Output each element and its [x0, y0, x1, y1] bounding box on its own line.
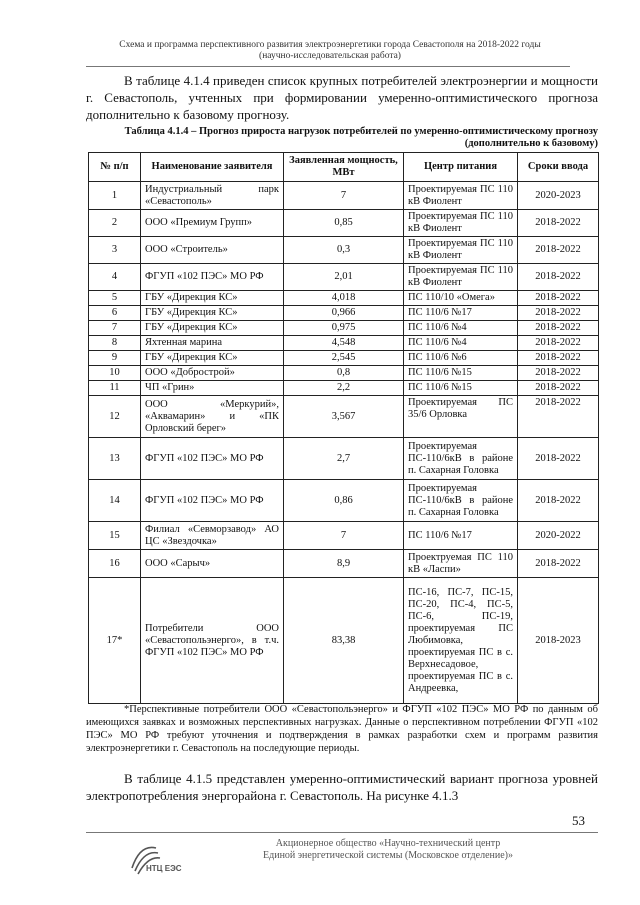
row-power-center: ПС 110/6 №4 — [404, 336, 518, 351]
row-period: 2018-2022 — [518, 336, 599, 351]
consumers-table — [88, 152, 599, 704]
header-title: Схема и программа перспективного развития электроэнергетики города Севастополя на 2018-2022 годы — [119, 40, 541, 50]
row-num: 15 — [89, 522, 141, 550]
header-power: Заявленная мощность, МВт — [284, 153, 404, 182]
row-power: 3,567 — [284, 396, 404, 438]
header-num: № п/п — [89, 153, 141, 182]
row-power: 0,975 — [284, 321, 404, 336]
table-row — [89, 336, 599, 351]
row-num: 3 — [89, 237, 141, 264]
table-row — [89, 396, 599, 438]
row-num: 11 — [89, 381, 141, 396]
page-number: 53 — [572, 813, 585, 828]
footer-line-1: Акционерное общество «Научно-технический центр — [275, 838, 501, 849]
row-num: 17* — [89, 578, 141, 704]
header-subtitle: (научно-исследовательская работа) — [259, 51, 401, 61]
row-applicant: ГБУ «Дирекция КС» — [141, 291, 284, 306]
row-applicant: ООО «Меркурий», «Аквамарин» и «ПК Орловский берег» — [141, 396, 284, 438]
row-power: 2,2 — [284, 381, 404, 396]
row-power-center: Проектруемая ПС 110 кВ «Ласпи» — [404, 550, 518, 578]
table-row — [89, 291, 599, 306]
row-applicant: ГБУ «Дирекция КС» — [141, 306, 284, 321]
row-applicant: Филиал «Севморзавод» АО ЦС «Звездочка» — [141, 522, 284, 550]
row-num: 16 — [89, 550, 141, 578]
row-num: 7 — [89, 321, 141, 336]
row-applicant: ГБУ «Дирекция КС» — [141, 351, 284, 366]
row-num: 13 — [89, 438, 141, 480]
row-power: 0,8 — [284, 366, 404, 381]
row-applicant: ООО «Сарыч» — [141, 550, 284, 578]
row-num: 9 — [89, 351, 141, 366]
row-power-center: ПС 110/6 №17 — [404, 306, 518, 321]
table-row — [89, 210, 599, 237]
footer-divider — [86, 832, 598, 833]
row-power: 2,01 — [284, 264, 404, 291]
row-power-center: ПС 110/6 №6 — [404, 351, 518, 366]
row-period: 2018-2022 — [518, 264, 599, 291]
row-period: 2018-2022 — [518, 237, 599, 264]
row-num: 2 — [89, 210, 141, 237]
row-power: 0,3 — [284, 237, 404, 264]
table-row — [89, 306, 599, 321]
footer-org — [178, 838, 598, 862]
header-period: Сроки ввода — [518, 153, 599, 182]
row-period: 2018-2022 — [518, 480, 599, 522]
row-period: 2018-2022 — [518, 438, 599, 480]
row-applicant: ООО «Добрострой» — [141, 366, 284, 381]
row-period: 2020-2022 — [518, 522, 599, 550]
row-power: 7 — [284, 522, 404, 550]
row-num: 4 — [89, 264, 141, 291]
footnote: *Перспективные потребители ООО «Севастопольэнерго» и ФГУП «102 ПЭС» МО РФ по данным об имеющихся заявках и возможных перспективных нагрузках. Данные о перспективном потреблении ФГУП «102 ПЭС» МО РФ требуют уточнения и подтверждения в рамках разработки схем и программ развития электроэнергетики г. Севастополь на последующие периоды. — [86, 704, 598, 754]
intro-paragraph: В таблице 4.1.4 приведен список крупных потребителей электроэнергии и мощности г. Севастополь, учтенных при формировании умеренно-оптимистического прогноза дополнительно к базовому прогнозу. — [86, 73, 598, 122]
row-applicant: Яхтенная марина — [141, 336, 284, 351]
row-applicant: ЧП «Грин» — [141, 381, 284, 396]
row-applicant: ФГУП «102 ПЭС» МО РФ — [141, 480, 284, 522]
row-period: 2018-2022 — [518, 396, 599, 438]
row-applicant: ФГУП «102 ПЭС» МО РФ — [141, 438, 284, 480]
row-power-center: ПС 110/6 №17 — [404, 522, 518, 550]
row-power: 0,85 — [284, 210, 404, 237]
header-divider — [86, 66, 570, 67]
row-power-center: Проектируемая ПС 110 кВ Фиолент — [404, 182, 518, 210]
row-period: 2018-2022 — [518, 291, 599, 306]
row-power: 7 — [284, 182, 404, 210]
row-power: 0,86 — [284, 480, 404, 522]
table-caption: Таблица 4.1.4 – Прогноз прироста нагрузок потребителей по умеренно-оптимистическому прогнозу (дополнительно к базовому) — [124, 126, 598, 149]
row-power-center: Проектируемая ПС 110 кВ Фиолент — [404, 237, 518, 264]
table-header-row — [89, 153, 599, 182]
table-row — [89, 578, 599, 704]
header-name: Наименование заявителя — [141, 153, 284, 182]
row-period: 2018-2022 — [518, 381, 599, 396]
table-row — [89, 438, 599, 480]
row-num: 10 — [89, 366, 141, 381]
row-power: 8,9 — [284, 550, 404, 578]
table-row — [89, 351, 599, 366]
row-num: 6 — [89, 306, 141, 321]
row-power-center: ПС 110/10 «Омега» — [404, 291, 518, 306]
row-num: 14 — [89, 480, 141, 522]
table-row — [89, 550, 599, 578]
row-period: 2020-2023 — [518, 182, 599, 210]
row-period: 2018-2022 — [518, 306, 599, 321]
row-num: 5 — [89, 291, 141, 306]
row-power-center: ПС 110/6 №15 — [404, 381, 518, 396]
row-power-center: ПС 110/6 №15 — [404, 366, 518, 381]
row-period: 2018-2022 — [518, 351, 599, 366]
row-power: 4,018 — [284, 291, 404, 306]
row-power: 4,548 — [284, 336, 404, 351]
header-center: Центр питания — [404, 153, 518, 182]
row-period: 2018-2022 — [518, 366, 599, 381]
row-power: 0,966 — [284, 306, 404, 321]
row-power-center: Проектируемая ПС-110/6кВ в районе п. Сахарная Головка — [404, 480, 518, 522]
row-applicant: ООО «Строитель» — [141, 237, 284, 264]
row-num: 1 — [89, 182, 141, 210]
table-row — [89, 381, 599, 396]
outro-paragraph: В таблице 4.1.5 представлен умеренно-оптимистический вариант прогноза уровней электропотребления энергорайона г. Севастополь. На рисунке 4.1.3 — [86, 771, 598, 803]
row-power: 83,38 — [284, 578, 404, 704]
row-power: 2,7 — [284, 438, 404, 480]
row-applicant: Потребители ООО «Севастопольэнерго», в т.ч. ФГУП «102 ПЭС» МО РФ — [141, 578, 284, 704]
row-applicant: ООО «Премиум Групп» — [141, 210, 284, 237]
row-period: 2018-2022 — [518, 321, 599, 336]
table-row — [89, 480, 599, 522]
row-applicant: ФГУП «102 ПЭС» МО РФ — [141, 264, 284, 291]
table-row — [89, 321, 599, 336]
row-power: 2,545 — [284, 351, 404, 366]
table-row — [89, 522, 599, 550]
table-row — [89, 237, 599, 264]
row-num: 12 — [89, 396, 141, 438]
row-power-center: Проектируемая ПС-110/6кВ в районе п. Сахарная Головка — [404, 438, 518, 480]
row-num: 8 — [89, 336, 141, 351]
table-row — [89, 366, 599, 381]
footer-line-2: Единой энергетической системы (Московское отделение)» — [263, 850, 513, 861]
row-period: 2018-2022 — [518, 210, 599, 237]
row-power-center: ПС 110/6 №4 — [404, 321, 518, 336]
table-row — [89, 182, 599, 210]
row-power-center: Проектируемая ПС 110 кВ Фиолент — [404, 210, 518, 237]
table-row — [89, 264, 599, 291]
row-applicant: Индустриальный парк «Севастополь» — [141, 182, 284, 210]
row-power-center: Проектируемая ПС 110 кВ Фиолент — [404, 264, 518, 291]
row-applicant: ГБУ «Дирекция КС» — [141, 321, 284, 336]
row-period: 2018-2022 — [518, 550, 599, 578]
row-power-center: ПС-16, ПС-7, ПС-15, ПС-20, ПС-4, ПС-5, ПС-6, ПС-19, проектируемая ПС Любимовка, проектируемая ПС в с. Верхнесадовое, проектируемая ПС в с. Андреевка, — [404, 578, 518, 704]
row-period: 2018-2023 — [518, 578, 599, 704]
row-power-center: Проектируемая ПС 35/6 Орловка — [404, 396, 518, 438]
page-header — [60, 40, 600, 62]
logo-text: НТЦ ЕЭС — [146, 864, 182, 873]
